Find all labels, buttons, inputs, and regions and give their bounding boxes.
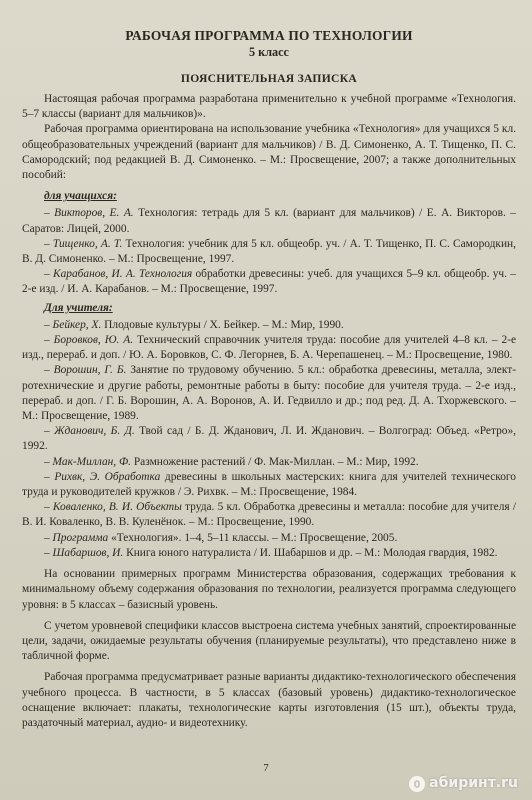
grade-subtitle: 5 класс <box>249 45 289 59</box>
teachers-label: Для учителя: <box>44 301 113 314</box>
reference-item <box>22 237 516 267</box>
reference-item <box>22 206 516 236</box>
reference-author: – Шабаршов, И. <box>44 546 124 559</box>
intro-paragraph-2: Рабочая программа ориентирована на использование учебника «Технология» для учащихся 5 кл. общеобразовательных учреждений (вариант для мальчиков) / В. Д. Симоненко, А. Т. Тищенко, П. С. Самородский; под редакцией В. Д. Симоненко. – М.: Просвещение, 2007; а также дополнительных пособий: <box>22 123 516 182</box>
reference-item <box>22 267 516 297</box>
labyrinth-logo-icon <box>409 776 425 792</box>
reference-text: обработки древесины: учеб. для учащихся 5–9 кл. общеобр. уч. – 2-е изд. / И. А. Карабанов. – М.: Просвещение, 1997. <box>22 268 517 296</box>
reference-author: – Жданович, Б. Д. <box>44 425 135 438</box>
watermark-text: абиринт.ru <box>429 775 518 792</box>
reference-item <box>22 531 516 546</box>
reference-text: Технология: тетрадь для 5 кл. (вариант для мальчиков) / Е. А. Викторов. – Саратов: Лицей, 2000. <box>22 207 516 235</box>
reference-text: Книга юного натуралиста / И. Шабаршов и др. – М.: Молодая гвардия, 1982. <box>123 546 498 559</box>
reference-author: – Бейкер, Х. <box>44 318 102 331</box>
reference-text: «Технология». 1–4, 5–11 классы. – М.: Просвещение, 2005. <box>108 531 398 544</box>
section-heading: ПОЯСНИТЕЛЬНАЯ ЗАПИСКА <box>180 72 358 85</box>
reference-item <box>22 546 516 561</box>
reference-text: древесины в школьных мастерских: книга для учителей технического труда и руководителей кружков / Э. Рихвк. – М.: Просвещение, 1984. <box>22 470 516 499</box>
reference-author: – Ворошин, Г. Б. <box>44 364 127 377</box>
reference-text: Технический справочник учителя труда: пособие для учителей 4–8 кл. – 2-е изд., перераб. и доп. / Ю. А. Боровков, С. Ф. Легорнев, Б. А. Черепашенец. – М.: Просвещение, 1980. <box>22 334 517 362</box>
reference-author: – Программа <box>44 531 109 544</box>
reference-item <box>22 363 516 424</box>
reference-item <box>22 470 516 500</box>
page-number: 7 <box>263 761 269 774</box>
closing-paragraph-1: На основании примерных программ Министерства образования, содержащих требования к минимальному объему содержания образования по технологии, реализуется программа следующего уровня: в 5 классах – базисный уровень. <box>22 568 516 611</box>
reference-text: Размножение растений / Ф. Мак-Миллан. – М.: Мир, 1992. <box>131 455 419 468</box>
reference-text: Твой сад / Б. Д. Жданович, Л. И. Жданович. – Волгоград: Объед. «Ретро», 1992. <box>22 425 517 453</box>
reference-text: Плодовые культуры / Х. Бейкер. – М.: Мир, 1990. <box>101 318 344 331</box>
reference-item <box>22 333 516 363</box>
intro-paragraph-1: Настоящая рабочая программа разработана применительно к учебной программе «Технология. 5–7 классы (вариант для мальчиков)». <box>22 93 516 121</box>
reference-author: – Мак-Миллан, Ф. <box>44 455 131 468</box>
reference-author: – Коваленко, В. И. Объекты <box>44 501 182 514</box>
reference-item <box>22 424 516 454</box>
reference-item <box>22 500 516 530</box>
reference-item <box>22 318 516 333</box>
reference-author: – Тищенко, А. Т. <box>44 237 123 250</box>
reference-text: Технология: учебник для 5 кл. общеобр. уч. / А. Т. Тищенко, П. С. Самородкин, В. Д. Симоненко. – М.: Просвещение, 1997. <box>22 237 517 266</box>
students-label: для учащихся: <box>44 190 117 203</box>
closing-paragraph-3: Рабочая программа предусматривает разные варианты дидактико-технологического обеспечения учебного процесса. В частности, в 5 классах (базовый уровень) дидактико-технологическое оснащение включает: плакаты, технологические карты изготовления (15 шт.), объекты труда, раздаточный материал, аудио- и видеотехнику. <box>22 671 516 729</box>
reference-text: Занятие по трудовому обучению. 5 кл.: обработка древесины, металла, электротехнические и другие работы, ремонтные работы в быту: пособие для учителя труда. – 2-е изд., перераб. и доп. / Г. Б. Ворошин, А. А. Воронов, А. И. Гедвилло и др.; под ред. Д. А. Тхоржевского. – М.: Просвещение, 1989. <box>22 364 516 423</box>
closing-paragraph-2: С учетом уровневой специфики классов выстроена система учебных занятий, спроектированные цели, задачи, ожидаемые результаты обучения (планируемые результаты), что представлено ниже в табличной форме. <box>22 619 516 663</box>
reference-author: – Рихвк, Э. Обработка <box>44 470 161 483</box>
watermark <box>409 776 518 792</box>
page-title: РАБОЧАЯ ПРОГРАММА ПО ТЕХНОЛОГИИ <box>125 28 413 43</box>
reference-author: – Викторов, Е. А. <box>44 207 134 220</box>
reference-author: – Карабанов, И. А. Технология <box>44 268 193 281</box>
reference-text: труда. 5 кл. Обработка древесины и металла: пособие для учителя / В. И. Коваленко, В. В. Куленёнок. – М.: Просвещение, 1990. <box>22 501 516 529</box>
reference-item <box>22 455 516 470</box>
reference-author: – Боровков, Ю. А. <box>44 334 134 347</box>
